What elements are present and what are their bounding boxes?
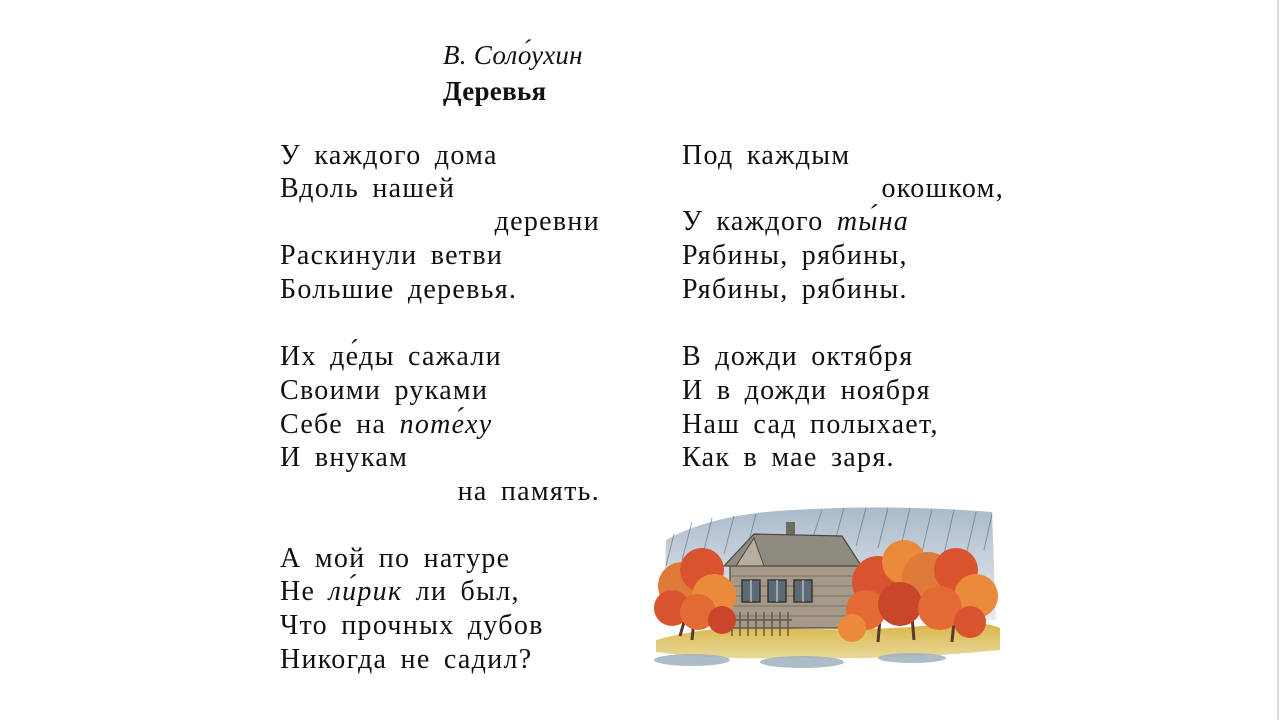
poem-line: деревни: [494, 206, 600, 237]
glossary-word: ты́на: [836, 206, 910, 237]
poem-line: [682, 205, 909, 239]
poem-line-text: У каждого: [682, 206, 837, 237]
poem-line: Вдоль нашей: [280, 173, 456, 204]
poem-author: В. Соло́ухин: [443, 40, 583, 70]
poem-line: окошком,: [881, 173, 1004, 204]
poem-line: Под каждым: [682, 140, 851, 171]
poem-line: И внукам: [280, 442, 409, 473]
poem-line: [280, 408, 493, 442]
autumn-village-illustration: [652, 500, 1004, 672]
house-rowans-drawing: [652, 500, 1004, 672]
poem-line: Никогда не садил?: [280, 644, 533, 675]
poem-line: Большие деревья.: [280, 274, 518, 305]
page-edge-divider: [1277, 0, 1279, 720]
puddle: [654, 654, 730, 666]
poem-line: на память.: [457, 476, 600, 507]
poem-line: Раскинули ветви: [280, 240, 504, 271]
poem-line-text: ли был,: [402, 576, 520, 607]
glossary-word: ли́рик: [328, 576, 403, 607]
poem-line: Их де́ды сажали: [280, 341, 502, 372]
poem-line: Что прочных дубов: [280, 610, 544, 641]
poem-line: Как в мае заря.: [682, 442, 895, 473]
puddle: [760, 656, 844, 668]
poem-line: В дожди октября: [682, 341, 914, 372]
poem-line: У каждого дома: [280, 140, 498, 171]
poem-line: Своими руками: [280, 375, 489, 406]
poem-line: А мой по натуре: [280, 543, 511, 574]
poem-line: [280, 575, 520, 609]
poem-line: Рябины, рябины.: [682, 274, 908, 305]
poem-title: Деревья: [443, 76, 547, 106]
poem-line: Наш сад полыхает,: [682, 409, 939, 440]
puddle: [878, 653, 946, 663]
poem-line: Рябины, рябины,: [682, 240, 908, 271]
poem-line-text: Не: [280, 576, 329, 607]
poem-line: И в дожди ноября: [682, 375, 931, 406]
poem-line-text: Себе на: [280, 409, 400, 440]
glossary-word: поте́ху: [399, 409, 493, 440]
